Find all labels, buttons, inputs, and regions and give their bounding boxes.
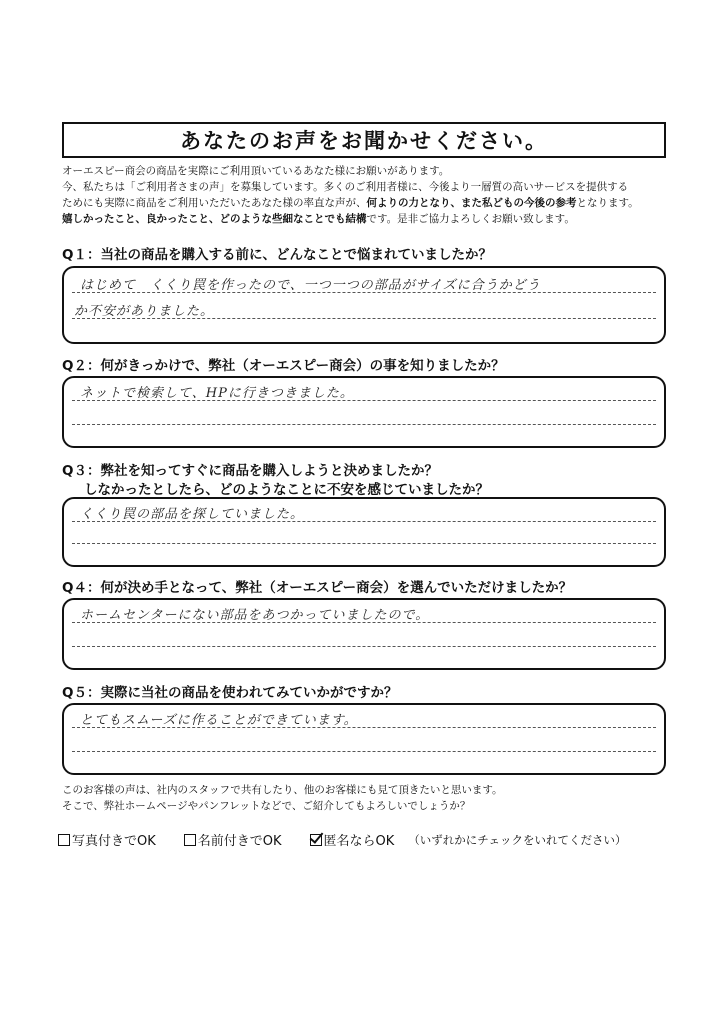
answer-rule [72,424,656,425]
intro-line [62,179,702,195]
intro-line-text: となります。 [576,197,639,209]
question-2: Q２：何がきっかけで、弊社（オーエスピー商会）の事を知りましたか？ [62,358,505,374]
footer-line: このお客様の声は、社内のスタッフで共有したり、他のお客様にも見て頂きたいと思います。 [62,784,503,796]
option-name[interactable] [184,830,282,849]
option-name-label: 名前付きでOK [197,834,282,849]
option-photo[interactable] [58,830,156,849]
intro-line [62,211,702,227]
answer-handwriting: はじめて くくり罠を作ったので、一つ一つの部品がサイズに合うかどう [80,278,541,293]
answer-handwriting: くくり罠の部品を探していました。 [80,507,305,522]
checkbox-name[interactable] [184,834,196,846]
question-4: Q４：何が決め手となって、弊社（オーエスピー商会）を選んでいただけましたか？ [62,580,573,596]
answer-box-4[interactable] [62,598,666,670]
answer-box-5[interactable] [62,703,666,775]
answer-rule [72,646,656,647]
question-3-sub: しなかったとしたら、どのようなことに不安を感じていましたか？ [84,482,489,498]
intro-emphasis: 嬉しかったこと、良かったこと、どのような些細なことでも結構 [62,213,367,225]
option-anonymous-label: 匿名ならOK [323,834,395,849]
footer-text [62,782,502,814]
answer-rule [72,543,656,544]
intro-line: オーエスピー商会の商品を実際にご利用頂いているあなた様にお願いがあります。 [62,165,450,177]
intro-line-text: です。是非ご協力よろしくお願い致します。 [366,213,575,225]
checkbox-photo[interactable] [58,834,70,846]
option-photo-label: 写真付きでOK [72,834,156,849]
checkbox-anonymous[interactable] [310,834,322,846]
options-note: （いずれかにチェックをいれてください） [408,832,627,847]
question-5: Q５：実際に当社の商品を使われてみていかがですか？ [62,685,398,701]
answer-box-2[interactable] [62,376,666,448]
consent-options [58,830,626,849]
intro-line [62,195,702,211]
intro-line-text: ためにも実際に商品をご利用いただいたあなた様の率直な声が、 [62,197,367,209]
answer-rule [72,751,656,752]
intro-text [62,163,702,227]
answer-handwriting: とてもスムーズに作ることができています。 [80,713,358,728]
option-anonymous[interactable] [310,830,395,849]
answer-handwriting: か不安がありました。 [74,304,215,319]
question-3: Q３：弊社を知ってすぐに商品を購入しようと決めましたか？ [62,463,438,479]
footer-line: そこで、弊社ホームページやパンフレットなどで、ご紹介してもよろしいでしょうか？ [62,800,471,812]
answer-handwriting: ネットで検索して、HPに行きつきました。 [80,386,354,401]
question-1: Q１：当社の商品を購入する前に、どんなことで悩まれていましたか？ [62,247,492,263]
intro-line-text: 今、私たちは「ご利用者さまの声」を募集しています。多くのご利用者様に、今後より一層質の高いサービスを提供する [62,181,629,193]
answer-box-3[interactable] [62,497,666,567]
intro-emphasis: 何よりの力となり、また私どもの今後の参考 [366,197,577,209]
answer-handwriting: ホームセンターにない部品をあつかっていましたので。 [80,608,430,623]
answer-box-1[interactable] [62,266,666,344]
page-title: あなたのお声をお聞かせください。 [62,122,666,158]
